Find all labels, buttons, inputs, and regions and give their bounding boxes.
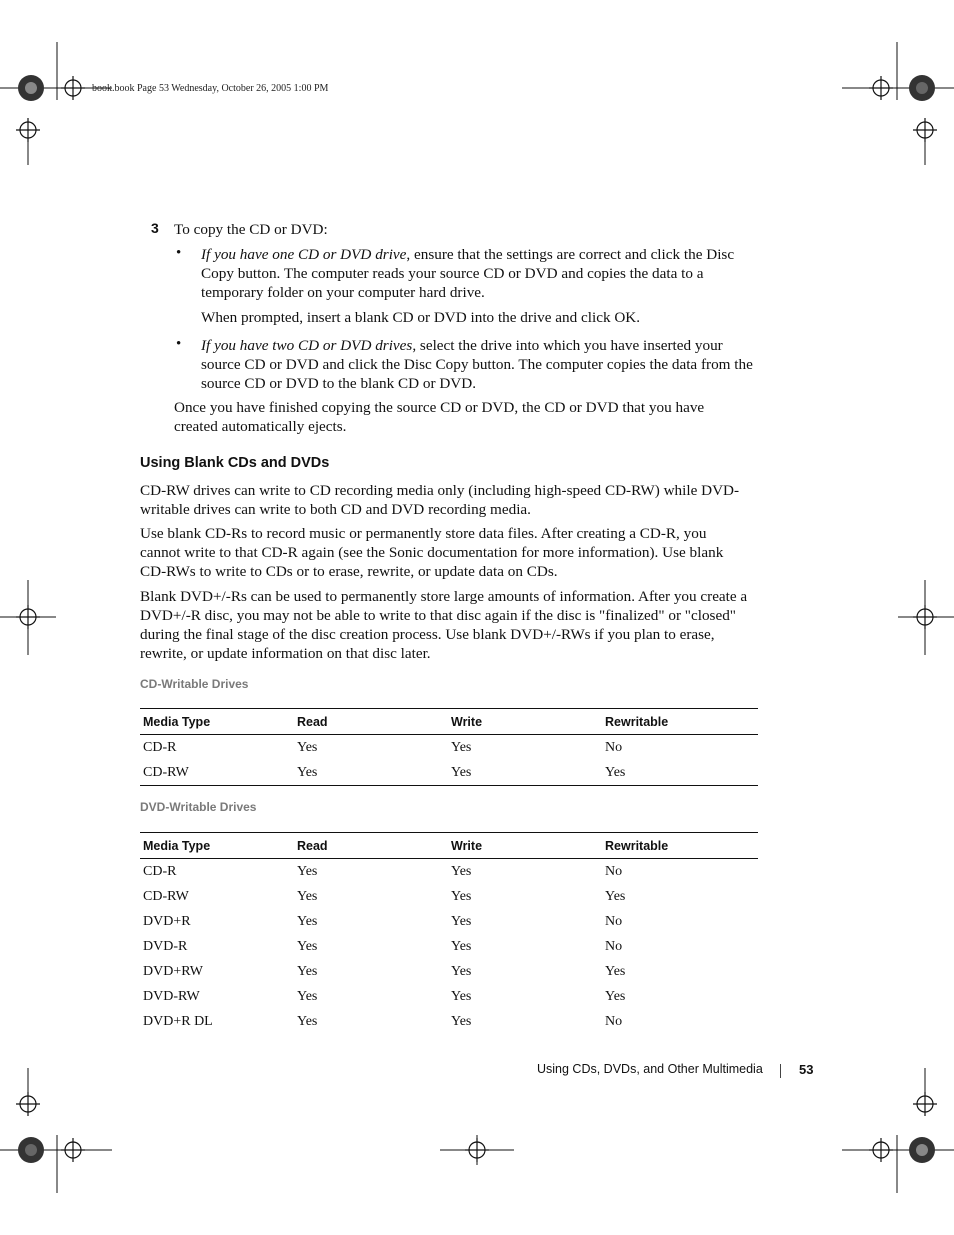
- table-cell: No: [605, 739, 623, 755]
- table-cell: Yes: [297, 863, 318, 879]
- table-cell: Yes: [605, 988, 626, 1004]
- table-cell: Yes: [451, 938, 472, 954]
- table-row: [140, 884, 758, 909]
- dvd-writable-table: [140, 832, 758, 1034]
- table-cell: Yes: [297, 888, 318, 904]
- column-header: Media Type: [140, 709, 294, 735]
- bullet-marker: •: [176, 245, 182, 261]
- table-caption-cd: CD-Writable Drives: [140, 677, 249, 691]
- column-header: Write: [448, 709, 602, 735]
- table-row: [140, 859, 758, 885]
- table-row: [140, 735, 758, 761]
- table-cell: Yes: [451, 739, 472, 755]
- table-cell: Yes: [297, 988, 318, 1004]
- table-cell: Yes: [297, 913, 318, 929]
- table-row: [140, 1009, 758, 1034]
- table-cell: DVD+R: [143, 913, 191, 929]
- table-cell: Yes: [297, 1013, 318, 1029]
- bullet-marker: •: [176, 336, 182, 352]
- table-cell: CD-RW: [143, 888, 189, 904]
- page-number: 53: [799, 1062, 814, 1077]
- table-cell: Yes: [297, 938, 318, 954]
- table-cell: Yes: [602, 760, 758, 786]
- bullet-two: [201, 336, 761, 393]
- table-cell: Yes: [451, 963, 472, 979]
- table-cell: DVD+R DL: [143, 1013, 213, 1029]
- paragraph-dvdr: Blank DVD+/-Rs can be used to permanently store large amounts of information. After you create a DVD+/-R disc, you may not be able to write to that disc again if the disc is "finalized" or "closed" during the final stage of the disc creation process. Use blank DVD+/-RWs if you plan to erase, rewrite, or update information on that disc later.: [140, 588, 748, 662]
- table-cell: CD-RW: [140, 760, 294, 786]
- cd-writable-table: [140, 708, 758, 786]
- footer-chapter-title: Using CDs, DVDs, and Other Multimedia: [537, 1062, 763, 1076]
- bullet-one-note: [201, 308, 761, 327]
- column-header: Write: [448, 833, 602, 859]
- table-cell: Yes: [451, 888, 472, 904]
- table-row: [140, 959, 758, 984]
- table-cell: Yes: [448, 760, 602, 786]
- table-row: [140, 934, 758, 959]
- table-caption-dvd: DVD-Writable Drives: [140, 800, 257, 814]
- table-header-row: [140, 709, 758, 735]
- column-header: Media Type: [140, 833, 294, 859]
- table-header-row: [140, 833, 758, 859]
- print-header: book.book Page 53 Wednesday, October 26, 2005 1:00 PM: [92, 83, 329, 94]
- bullet-two-condition: If you have two CD or DVD drives: [201, 337, 413, 354]
- bullet-two-ui-label: Disc Copy: [403, 356, 469, 373]
- bullet-one-condition: If you have one CD or DVD drive: [201, 246, 407, 263]
- bullet-one-note-end: .: [636, 309, 641, 326]
- table-cell: Yes: [451, 1013, 472, 1029]
- bullet-one-ui-label: Disc Copy: [201, 246, 735, 282]
- step-number: 3: [151, 220, 159, 236]
- table-row: [140, 760, 758, 786]
- table-row: [140, 909, 758, 934]
- column-header: Read: [294, 833, 448, 859]
- table-cell: No: [605, 938, 623, 954]
- table-cell: Yes: [294, 760, 448, 786]
- table-cell: CD-R: [143, 863, 177, 879]
- table-cell: No: [605, 1013, 623, 1029]
- bullet-two-text-b: button. The computer copies the data from the source CD or DVD to the blank CD or DVD.: [201, 356, 753, 392]
- bullet-one-text-b: button. The computer reads your source CD or DVD and copies the data to a temporary folder on your computer hard drive.: [201, 265, 704, 301]
- section-heading: Using Blank CDs and DVDs: [140, 455, 330, 471]
- table-cell: Yes: [451, 913, 472, 929]
- footer-separator: [780, 1064, 781, 1078]
- bullet-one-note-ui-label: OK: [614, 309, 637, 326]
- after-copy-text: Once you have finished copying the source CD or DVD, the CD or DVD that you have created automatically ejects.: [174, 399, 705, 435]
- table-cell: Yes: [605, 963, 626, 979]
- step-text: To copy the CD or DVD:: [174, 221, 328, 238]
- table-cell: CD-R: [143, 739, 177, 755]
- table-cell: Yes: [451, 988, 472, 1004]
- table-cell: Yes: [451, 863, 472, 879]
- column-header: Read: [294, 709, 448, 735]
- bullet-two-text-a: , select the drive into which you have inserted your source CD or DVD and click the: [201, 337, 723, 373]
- table-cell: DVD+RW: [143, 963, 204, 979]
- table-cell: Yes: [297, 739, 318, 755]
- column-header: Rewritable: [602, 833, 758, 859]
- paragraph-cdr: Use blank CD-Rs to record music or permanently store data files. After creating a CD-R, you cannot write to that CD-R again (see the Sonic documentation for more information). Use blank CD-RWs to write to CDs or to erase, rewrite, or update data on CDs.: [140, 525, 724, 580]
- table-cell: Yes: [605, 888, 626, 904]
- table-cell: Yes: [297, 963, 318, 979]
- paragraph-cdrw: CD-RW drives can write to CD recording media only (including high-speed CD-RW) while DVD-writable drives can write to both CD and DVD recording media.: [140, 482, 740, 518]
- table-cell: DVD-RW: [143, 988, 200, 1004]
- table-cell: No: [605, 863, 623, 879]
- table-row: [140, 984, 758, 1009]
- bullet-one-text-a: , ensure that the settings are correct and click the: [406, 246, 707, 263]
- table-cell: No: [605, 913, 623, 929]
- table-cell: DVD-R: [143, 938, 188, 954]
- column-header: Rewritable: [602, 709, 758, 735]
- bullet-one: [201, 245, 761, 302]
- bullet-one-note-text: When prompted, insert a blank CD or DVD into the drive and click: [201, 309, 615, 326]
